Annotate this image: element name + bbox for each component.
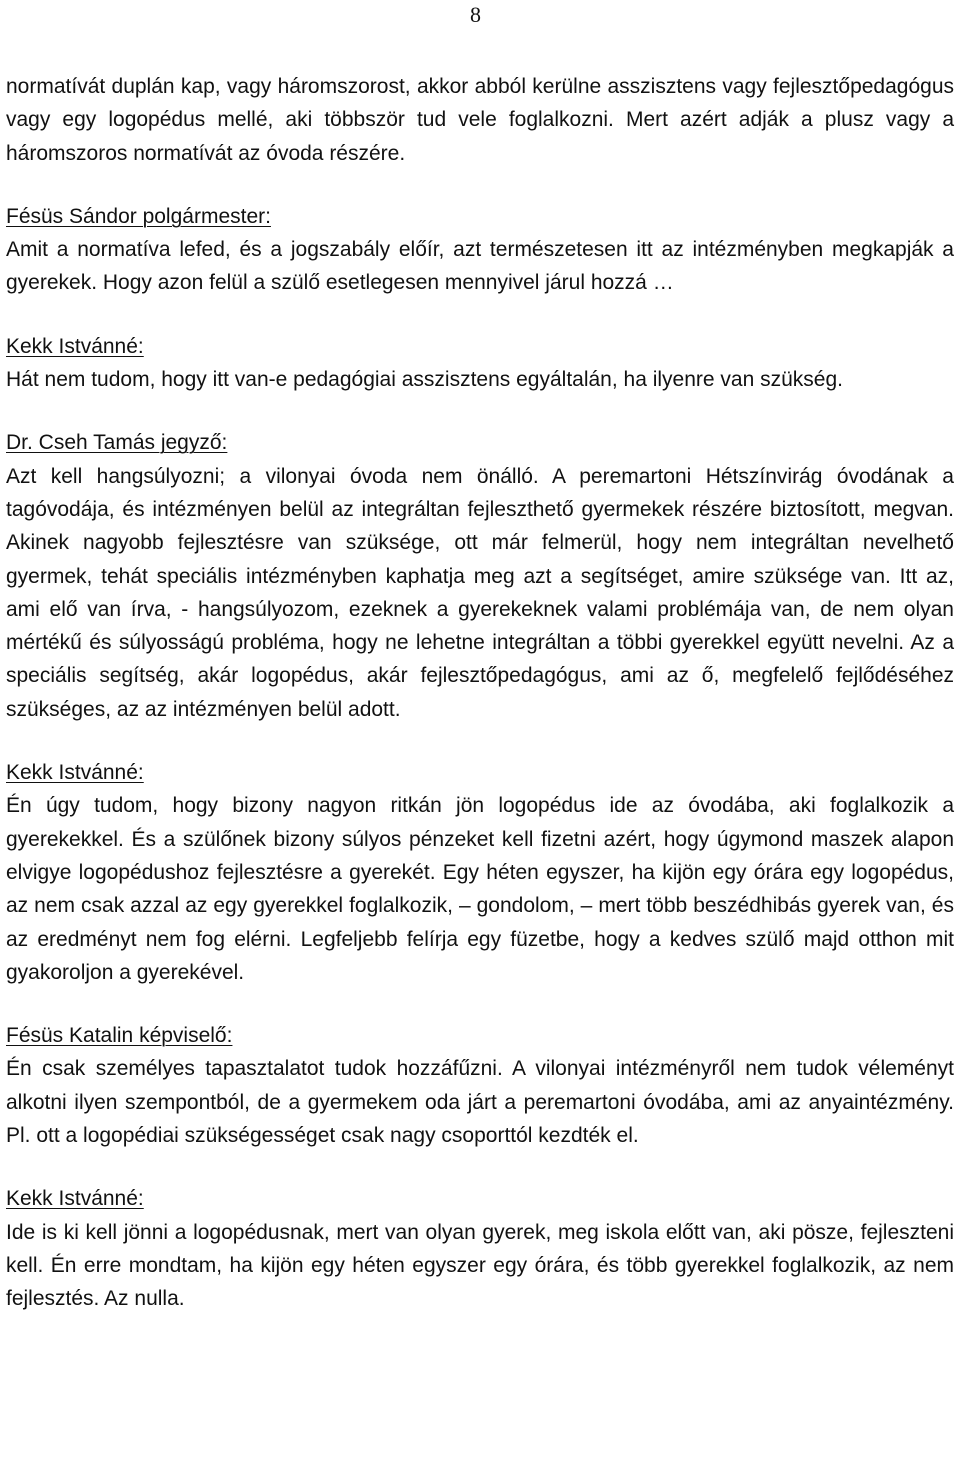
- paragraph: normatívát duplán kap, vagy háromszorost, akkor abból kerülne asszisztens vagy fejlesztőpedagógus vagy egy logopédus mellé, aki többször tud vele foglalkozni. Mert azért adják a plusz vagy a háromszoros normatívát az óvoda részére.: [6, 75, 954, 165]
- document-body: [6, 70, 954, 1316]
- spacer: [6, 989, 954, 1019]
- paragraph: Én úgy tudom, hogy bizony nagyon ritkán jön logopédus ide az óvodába, aki foglalkozik a gyerekekkel. És a szülőnek bizony súlyos pénzeket kell fizetni azért, hogy úgymond maszek alapon elvigye logopédushoz fejlesztésre a gyerekét. Egy héten egyszer, ha kijön egy órára egy logopédus, az nem csak azzal az egy gyerekkel foglalkozik, – gondolom, – mert több beszédhibás gyerek van, és az eredményt nem fog elérni. Legfeljebb felírja egy füzetbe, hogy a kedves szülő majd otthon mit gyakoroljon a gyerekével.: [6, 794, 954, 984]
- speaker-label: Kekk Istvánné:: [6, 334, 144, 358]
- spacer: [6, 726, 954, 756]
- paragraph: Azt kell hangsúlyozni; a vilonyai óvoda nem önálló. A peremartoni Hétszínvirág óvodának a tagóvodája, és intézményen belül az integráltan fejleszthető gyermekek részére biztosított, megvan. Akinek nagyobb fejlesztésre van szüksége, ott már felmerül, hogy nem integráltan nevelhető gyermek, tehát speciális intézményben kaphatja meg azt a segítséget, amire szüksége van. Itt az, ami elő van írva, - hangsúlyozom, ezeknek a gyerekeknek valami problémája van, de nem olyan mértékű és súlyosságú probléma, hogy ne lehetne integráltan a többi gyerekkel együtt nevelni. Az a speciális segítség, akár logopédus, akár fejlesztőpedagógus, ami az ő, megfelelő fejlődéséhez szükséges, az az intézményen belül adott.: [6, 464, 954, 721]
- spacer: [6, 300, 954, 330]
- spacer: [6, 396, 954, 426]
- spacer: [6, 1152, 954, 1182]
- speaker-label: Kekk Istvánné:: [6, 761, 144, 785]
- speaker-label: Kekk Istvánné:: [6, 1187, 144, 1211]
- paragraph: Én csak személyes tapasztalatot tudok hozzáfűzni. A vilonyai intézményről nem tudok véleményt alkotni ilyen szempontból, de a gyermekem oda járt a peremartoni óvodába, ami az anyaintézmény. Pl. ott a logopédiai szükségességet csak nagy csoporttól kezdték el.: [6, 1057, 954, 1148]
- speaker-label: Fésüs Katalin képviselő:: [6, 1024, 233, 1048]
- speaker-label: Fésüs Sándor polgármester:: [6, 204, 271, 228]
- spacer: [6, 170, 954, 200]
- paragraph: Hát nem tudom, hogy itt van-e pedagógiai asszisztens egyáltalán, ha ilyenre van szükség.: [6, 368, 843, 392]
- speaker-label: Dr. Cseh Tamás jegyző:: [6, 431, 228, 455]
- page-number: 8: [470, 2, 481, 27]
- paragraph: Amit a normatíva lefed, és a jogszabály előír, azt természetesen itt az intézményben megkapják a gyerekek. Hogy azon felül a szülő esetlegesen mennyivel járul hozzá …: [6, 238, 954, 295]
- paragraph: Ide is ki kell jönni a logopédusnak, mert van olyan gyerek, meg iskola előtt van, aki pösze, fejleszteni kell. Én erre mondtam, ha kijön egy héten egyszer egy órára, és több gyerekkel foglalkozik, az nem fejlesztés. Az nulla.: [6, 1220, 954, 1311]
